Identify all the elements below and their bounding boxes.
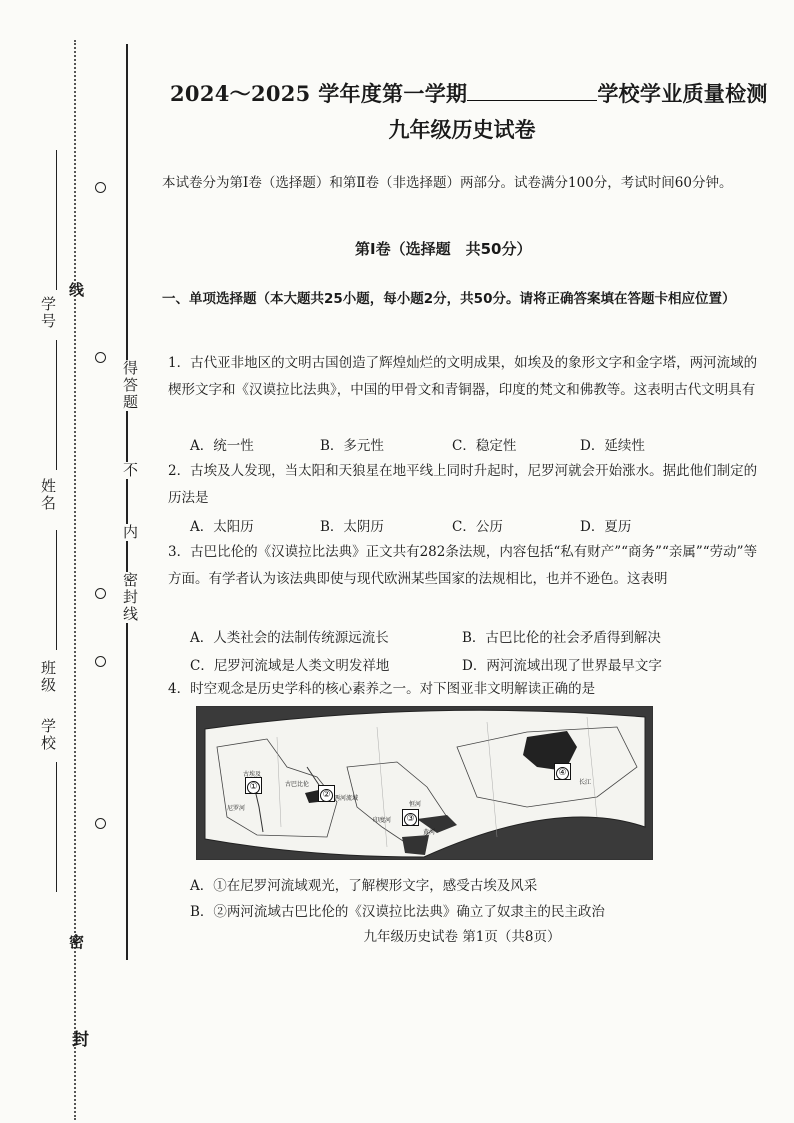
question-2-option-c[interactable]: C．公历 [452, 519, 503, 535]
question-3-option-b[interactable]: B．古巴比伦的社会矛盾得到解决 [462, 630, 661, 646]
binding-hole [95, 818, 106, 829]
intro-text: 本试卷分为第Ⅰ卷（选择题）和第Ⅱ卷（非选择题）两部分。试卷满分100分，考试时间60分钟。 [162, 175, 733, 191]
map-label-1: ① [245, 777, 262, 794]
binding-feng: 封 [68, 1030, 88, 1049]
class-label: 班级 [39, 660, 57, 694]
page-footer: 九年级历史试卷 第1页（共8页） [363, 929, 561, 945]
question-2-option-a[interactable]: A．太阳历 [190, 519, 254, 535]
school-name-blank[interactable] [467, 80, 597, 101]
binding-hole [95, 352, 106, 363]
binding-hole [95, 588, 106, 599]
question-1-option-a[interactable]: A．统一性 [190, 438, 254, 454]
map-text-babylon: 古巴比伦 [285, 781, 310, 788]
notice-no: 不 [121, 462, 139, 479]
notice-answer: 得答题 [121, 360, 139, 411]
question-1-stem: 1．古代亚非地区的文明古国创造了辉煌灿烂的文明成果，如埃及的象形文字和金字塔，两河流域的楔形文字和《汉谟拉比法典》，中国的甲骨文和青铜器，印度的梵文和佛教等。这表明古代文明具有 [168, 355, 758, 398]
title-right: 学校学业质量检测 [597, 81, 768, 106]
title-left: 2024～2025 学年度第一学期 [170, 81, 468, 106]
student-no-blank[interactable] [56, 150, 57, 290]
binding-hole [95, 656, 106, 667]
map-text-nile: 尼罗河 [227, 805, 246, 812]
map-text-egypt: 古埃及 [243, 771, 262, 778]
binding-solid-line [126, 44, 128, 960]
question-3-option-d[interactable]: D．两河流域出现了世界最早文字 [462, 658, 662, 674]
map-label-2: ② [318, 785, 335, 802]
question-2-stem: 2．古埃及人发现，当太阳和天狼星在地平线上同时升起时，尼罗河就会开始涨水。据此他们制定的历法是 [168, 463, 758, 506]
school-label: 学校 [39, 718, 57, 752]
question-1-option-d[interactable]: D．延续性 [580, 438, 645, 454]
school-blank[interactable] [56, 762, 57, 892]
question-3-option-a[interactable]: A．人类社会的法制传统源远流长 [190, 630, 389, 646]
map-text-yangtze: 长江 [579, 779, 592, 786]
notice-seal-line: 密封线 [121, 572, 139, 623]
map-label-4: ④ [554, 763, 571, 780]
name-label: 姓名 [39, 478, 57, 512]
binding-xian: 线 [67, 282, 85, 299]
student-no-label: 学号 [39, 296, 57, 330]
question-4-stem: 4．时空观念是历史学科的核心素养之一。对下图亚非文明解读正确的是 [168, 681, 596, 697]
name-blank[interactable] [56, 340, 57, 470]
question-2-option-b[interactable]: B．太阴历 [320, 519, 384, 535]
map-text-indus: 印度河 [373, 817, 392, 824]
question-2-option-d[interactable]: D．夏历 [580, 519, 632, 535]
map-text-ganges: 恒河 [409, 801, 422, 808]
question-1-option-c[interactable]: C．稳定性 [452, 438, 517, 454]
map-text-mesopotamia: 两河流域 [334, 795, 359, 802]
binding-dotted-line [74, 40, 78, 1120]
section-title: 第Ⅰ卷（选择题 共50分） [355, 240, 532, 258]
question-4-option-a[interactable]: A．①在尼罗河流域观光，了解楔形文字，感受古埃及风采 [190, 878, 538, 894]
question-4-option-b[interactable]: B．②两河流域古巴比伦的《汉谟拉比法典》确立了奴隶主的民主政治 [190, 904, 605, 920]
question-1-option-b[interactable]: B．多元性 [320, 438, 384, 454]
part-title: 一、单项选择题（本大题共25小题，每小题2分，共50分。请将正确答案填在答题卡相应位置） [162, 291, 736, 307]
map-label-3: ③ [402, 809, 419, 826]
class-blank[interactable] [56, 530, 57, 650]
question-3-stem: 3．古巴比伦的《汉谟拉比法典》正文共有282条法规，内容包括“私有财产”“商务”“亲属”“劳动”等方面。有学者认为该法典即使与现代欧洲某些国家的法规相比，也并不逊色。这表明 [168, 544, 758, 587]
map-text-yellow-river: 黄河 [423, 829, 436, 836]
binding-mi: 密 [67, 934, 85, 951]
binding-hole [95, 182, 106, 193]
exam-title [170, 78, 768, 108]
exam-subtitle: 九年级历史试卷 [388, 117, 536, 142]
asia-africa-civilizations-map [196, 706, 653, 860]
question-3-option-c[interactable]: C．尼罗河流域是人类文明发祥地 [190, 658, 390, 674]
notice-inner: 内 [121, 524, 139, 541]
